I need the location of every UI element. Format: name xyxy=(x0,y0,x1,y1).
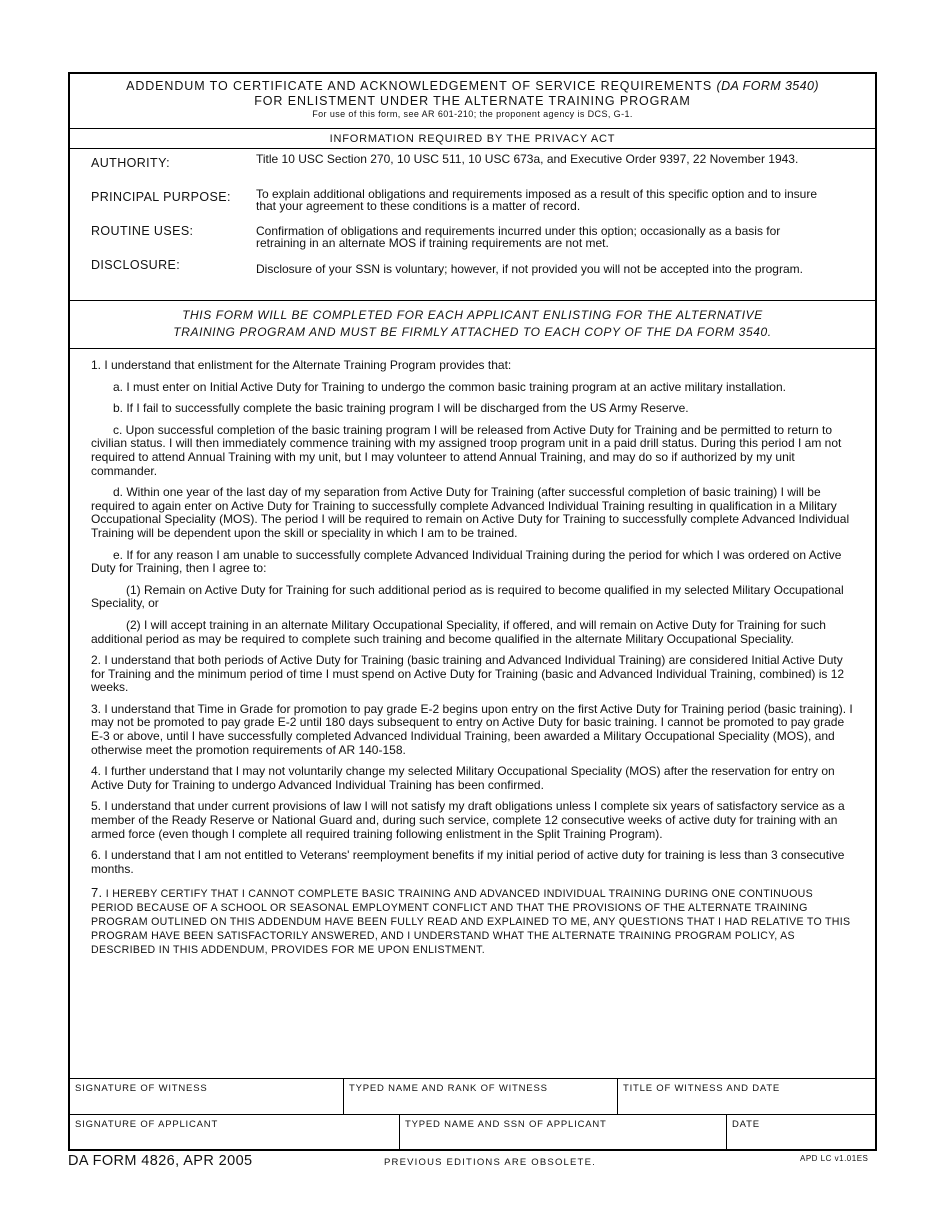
routine-uses-text: Confirmation of obligations and requirements incurred under this option; occasionally as a basis for retraining in an alternate MOS if training requirements are not met. xyxy=(256,224,781,250)
form-identifier: DA FORM 4826, APR 2005 xyxy=(68,1153,253,1169)
paragraph-3: 3. I understand that Time in Grade for promotion to pay grade E-2 begins upon entry on the first Active Duty for Training period (basic training). I may not be promoted to pay grade E-2 until 180 days subsequent to entry on Active Duty for basic training. I cannot be promoted to pay grade E-3 or above, until I have successfully completed Advanced Individual Training, been awarded a Military Occupational Speciality (MOS), and otherwise meet the promotion requirements of AR 140-158. xyxy=(91,701,853,757)
certification-statement xyxy=(91,886,855,957)
witness-signature-label: SIGNATURE OF WITNESS xyxy=(75,1083,208,1094)
paragraph-6: 6. I understand that I am not entitled to Veterans' reemployment benefits if my initial period of active duty for training is less than 3 consecutive months. xyxy=(91,848,845,876)
form-body xyxy=(70,349,875,1078)
disclosure-label: DISCLOSURE: xyxy=(91,258,181,272)
paragraph-1a: a. I must enter on Initial Active Duty for Training to undergo the common basic training program at an active military installation. xyxy=(113,379,786,394)
paragraph-5: 5. I understand that under current provisions of law I will not satisfy my draft obligations unless I complete six years of satisfactory service as a member of the Ready Reserve or National Guard and, during such service, complete 12 consecutive weeks of active duty for training with an armed force (even though I complete all required training following enlistment in the Split Training Program). xyxy=(91,799,845,841)
form-title-line2: FOR ENLISTMENT UNDER THE ALTERNATE TRAINING PROGRAM xyxy=(254,94,691,108)
witness-name-rank-field[interactable] xyxy=(344,1079,618,1114)
applicant-name-ssn-field[interactable] xyxy=(400,1115,727,1151)
applicant-signature-label: SIGNATURE OF APPLICANT xyxy=(75,1119,219,1130)
witness-name-rank-label: TYPED NAME AND RANK OF WITNESS xyxy=(349,1083,548,1094)
paragraph-1b: b. If I fail to successfully complete the basic training program I will be discharged from the US Army Reserve. xyxy=(113,401,689,416)
privacy-act-section xyxy=(70,149,875,301)
authority-text: Title 10 USC Section 270, 10 USC 511, 10 USC 673a, and Executive Order 9397, 22 November 1943. xyxy=(256,152,799,166)
paragraph-1c: c. Upon successful completion of the basic training program I will be released from Active Duty for Training and be permitted to return to civilian status. I will then immediately commence training with my assigned troop program unit in a paid drill status. During this period I am not required to attend Annual Training with my unit, but I may volunteer to attend Annual Training, and may do so if authorized by my unit commander. xyxy=(91,422,842,478)
form-title-line1 xyxy=(70,79,875,93)
principal-purpose-text: To explain additional obligations and requirements imposed as a result of this specific option and to insure that your agreement to these conditions is a matter of record. xyxy=(256,187,817,213)
notice-line1: THIS FORM WILL BE COMPLETED FOR EACH APPLICANT ENLISTING FOR THE ALTERNATIVE xyxy=(182,308,763,322)
form-version: APD LC v1.01ES xyxy=(800,1154,869,1163)
obsolete-notice: PREVIOUS EDITIONS ARE OBSOLETE. xyxy=(384,1157,596,1168)
certification-text: I HEREBY CERTIFY THAT I CANNOT COMPLETE BASIC TRAINING AND ADVANCED INDIVIDUAL TRAINING DURING ONE CONTINUOUS PERIOD BECAUSE OF A SCHOOL OR SEASONAL EMPLOYMENT CONFLICT AND THAT THE PROVISIONS OF THE ALTERNATE TRAINING PROGRAM OUTLINED ON THIS ADDENDUM HAVE BEEN FULLY READ AND EXPLAINED TO ME, ANY QUESTIONS THAT I HAD RELATIVE TO THIS PROGRAM HAVE BEEN SATISFACTORILY ANSWERED, AND I UNDERSTAND WHAT THE ALTERNATE TRAINING PROGRAM POLICY, AS DESCRIBED IN THIS ADDENDUM, PROVIDES FOR ME UPON ENLISTMENT. xyxy=(91,888,851,956)
witness-signature-field[interactable] xyxy=(70,1079,344,1114)
paragraph-4: 4. I further understand that I may not voluntarily change my selected Military Occupational Speciality (MOS) after the reservation for entry on Active Duty for Training to undergo Advanced Individual Training has been confirmed. xyxy=(91,764,835,792)
routine-uses-label: ROUTINE USES: xyxy=(91,224,194,238)
form-title-block xyxy=(70,74,875,129)
principal-purpose-label: PRINCIPAL PURPOSE: xyxy=(91,190,231,204)
form-title: ADDENDUM TO CERTIFICATE AND ACKNOWLEDGEMENT OF SERVICE REQUIREMENTS xyxy=(126,79,713,93)
paragraph-1d: d. Within one year of the last day of my separation from Active Duty for Training (after successful completion of basic training) I will be required to again enter on Active Duty for Training to successfully complete Advanced Individual Training resulting in qualification in a Military Occupational Speciality (MOS). The period I will be required to remain on Active Duty for Training to successfully complete Advanced Individual Training will be dependent upon the skill or speciality in which I am to be trained. xyxy=(91,485,850,540)
witness-title-date-field[interactable] xyxy=(618,1079,875,1114)
paragraph-2: 2. I understand that both periods of Active Duty for Training (basic training and Advanced Individual Training) are considered Initial Active Duty for Training and the minimum period of time I must spend on Active Duty for Training (basic and Advanced Individual Training, combined) is 12 weeks. xyxy=(91,653,845,695)
applicant-signature-row xyxy=(70,1115,875,1151)
disclosure-text: Disclosure of your SSN is voluntary; however, if not provided you will not be accepted into the program. xyxy=(256,262,803,276)
applicant-name-ssn-label: TYPED NAME AND SSN OF APPLICANT xyxy=(405,1119,607,1130)
form-title-reference: (DA FORM 3540) xyxy=(716,79,819,93)
applicant-date-label: DATE xyxy=(732,1119,760,1130)
form-subtitle: For use of this form, see AR 601-210; the proponent agency is DCS, G-1. xyxy=(312,109,633,119)
paragraph-1e-2: (2) I will accept training in an alternate Military Occupational Speciality, if offered, and will remain on Active Duty for Training for such additional period as may be required to complete such training and become qualified in the alternate Military Occupational Speciality. xyxy=(91,617,826,646)
paragraph-1e: e. If for any reason I am unable to successfully complete Advanced Individual Training during the period for which I was ordered on Active Duty for Training, then I agree to: xyxy=(91,547,842,576)
certification-number: 7. xyxy=(91,885,103,901)
privacy-act-heading: INFORMATION REQUIRED BY THE PRIVACY ACT xyxy=(70,129,875,149)
paragraph-1e-1: (1) Remain on Active Duty for Training for such additional period as is required to become qualified in my selected Military Occupational Speciality, or xyxy=(91,582,844,611)
attachment-notice xyxy=(70,301,875,349)
form-frame xyxy=(68,72,877,1151)
paragraph-1: 1. I understand that enlistment for the Alternate Training Program provides that: xyxy=(91,358,512,372)
notice-line2: TRAINING PROGRAM AND MUST BE FIRMLY ATTACHED TO EACH COPY OF THE DA FORM 3540. xyxy=(173,325,772,339)
witness-signature-row xyxy=(70,1078,875,1115)
applicant-date-field[interactable] xyxy=(727,1115,875,1151)
witness-title-date-label: TITLE OF WITNESS AND DATE xyxy=(623,1083,781,1094)
authority-label: AUTHORITY: xyxy=(91,156,171,170)
applicant-signature-field[interactable] xyxy=(70,1115,400,1151)
